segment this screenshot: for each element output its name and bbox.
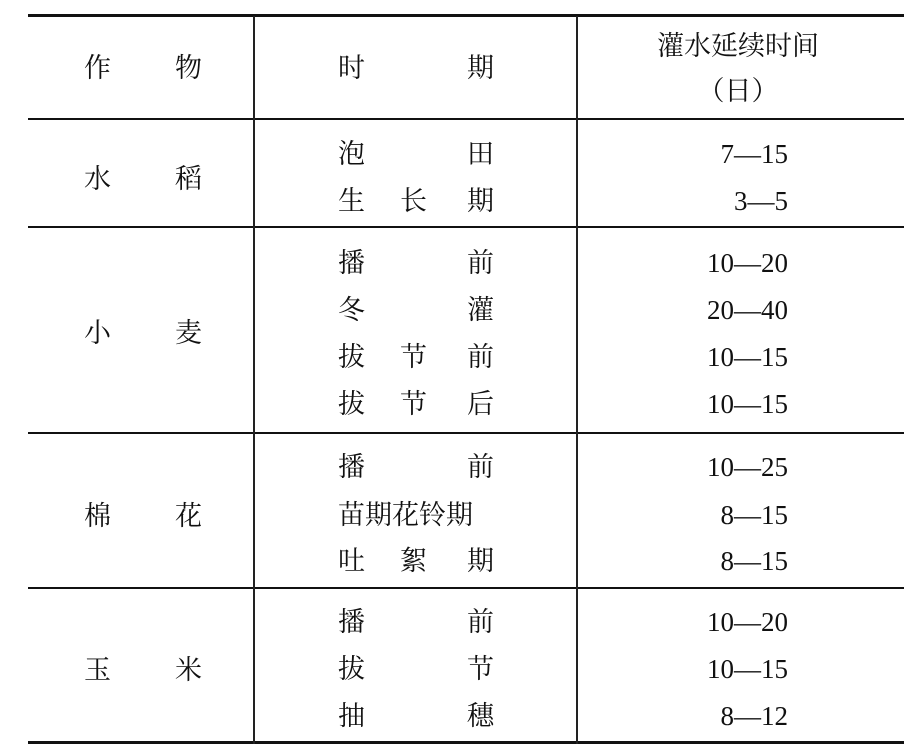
header-bottom-rule: [28, 118, 904, 120]
period-char: 后: [467, 389, 494, 420]
column-divider: [576, 16, 578, 744]
header-crop-char-1: 作: [84, 53, 111, 84]
period-char: 前: [467, 342, 494, 373]
row-divider: [28, 432, 904, 434]
period-char: 泡: [338, 139, 365, 170]
period-char: 节: [467, 654, 494, 685]
header-period-char-2: 期: [467, 53, 494, 84]
period-char: 冬: [338, 295, 365, 326]
period-char: 田: [467, 139, 494, 170]
crop-name-char: 水: [84, 164, 111, 195]
duration-value: 8—15: [720, 500, 788, 530]
period-char: 期: [467, 546, 494, 577]
duration-value: 8—12: [720, 701, 788, 731]
period-char: 吐: [338, 546, 365, 577]
period-char: 生: [338, 186, 365, 217]
crop-name-char: 小: [84, 318, 111, 349]
row-divider: [28, 226, 904, 228]
period-char: 拔: [338, 389, 365, 420]
period-char: 长: [400, 186, 427, 217]
period-char: 絮: [400, 546, 427, 577]
period-char: 灌: [467, 295, 494, 326]
period-text: 苗期花铃期: [338, 500, 473, 531]
period-char: 期: [467, 186, 494, 217]
row-divider: [28, 587, 904, 589]
column-divider: [253, 16, 255, 744]
crop-name-char: 麦: [175, 318, 202, 349]
header-duration: 灌水延续时间: [657, 31, 819, 62]
crop-name-char: 玉: [84, 655, 111, 686]
crop-name-char: 花: [175, 501, 202, 532]
period-char: 节: [400, 342, 427, 373]
header-period-char-1: 时: [338, 53, 365, 84]
period-char: 前: [467, 248, 494, 279]
duration-value: 10—15: [707, 389, 788, 419]
period-char: 抽: [338, 701, 365, 732]
period-char: 拔: [338, 342, 365, 373]
period-char: 播: [338, 248, 365, 279]
duration-value: 10—20: [707, 607, 788, 637]
period-char: 拔: [338, 654, 365, 685]
duration-value: 20—40: [707, 295, 788, 325]
duration-value: 10—20: [707, 248, 788, 278]
duration-value: 8—15: [720, 546, 788, 576]
period-char: 前: [467, 452, 494, 483]
period-char: 穗: [467, 701, 494, 732]
duration-value: 10—25: [707, 452, 788, 482]
period-char: 播: [338, 452, 365, 483]
duration-value: 10—15: [707, 342, 788, 372]
period-char: 播: [338, 607, 365, 638]
table-top-rule: [28, 14, 904, 17]
table-bottom-rule: [28, 741, 904, 744]
duration-value: 7—15: [720, 139, 788, 169]
duration-value: 3—5: [734, 186, 788, 216]
crop-name-char: 米: [175, 655, 202, 686]
period-char: 节: [400, 389, 427, 420]
crop-name-char: 稻: [175, 164, 202, 195]
duration-value: 10—15: [707, 654, 788, 684]
header-duration-unit: （日）: [697, 76, 779, 107]
header-crop-char-2: 物: [175, 53, 202, 84]
period-char: 前: [467, 607, 494, 638]
crop-name-char: 棉: [84, 501, 111, 532]
